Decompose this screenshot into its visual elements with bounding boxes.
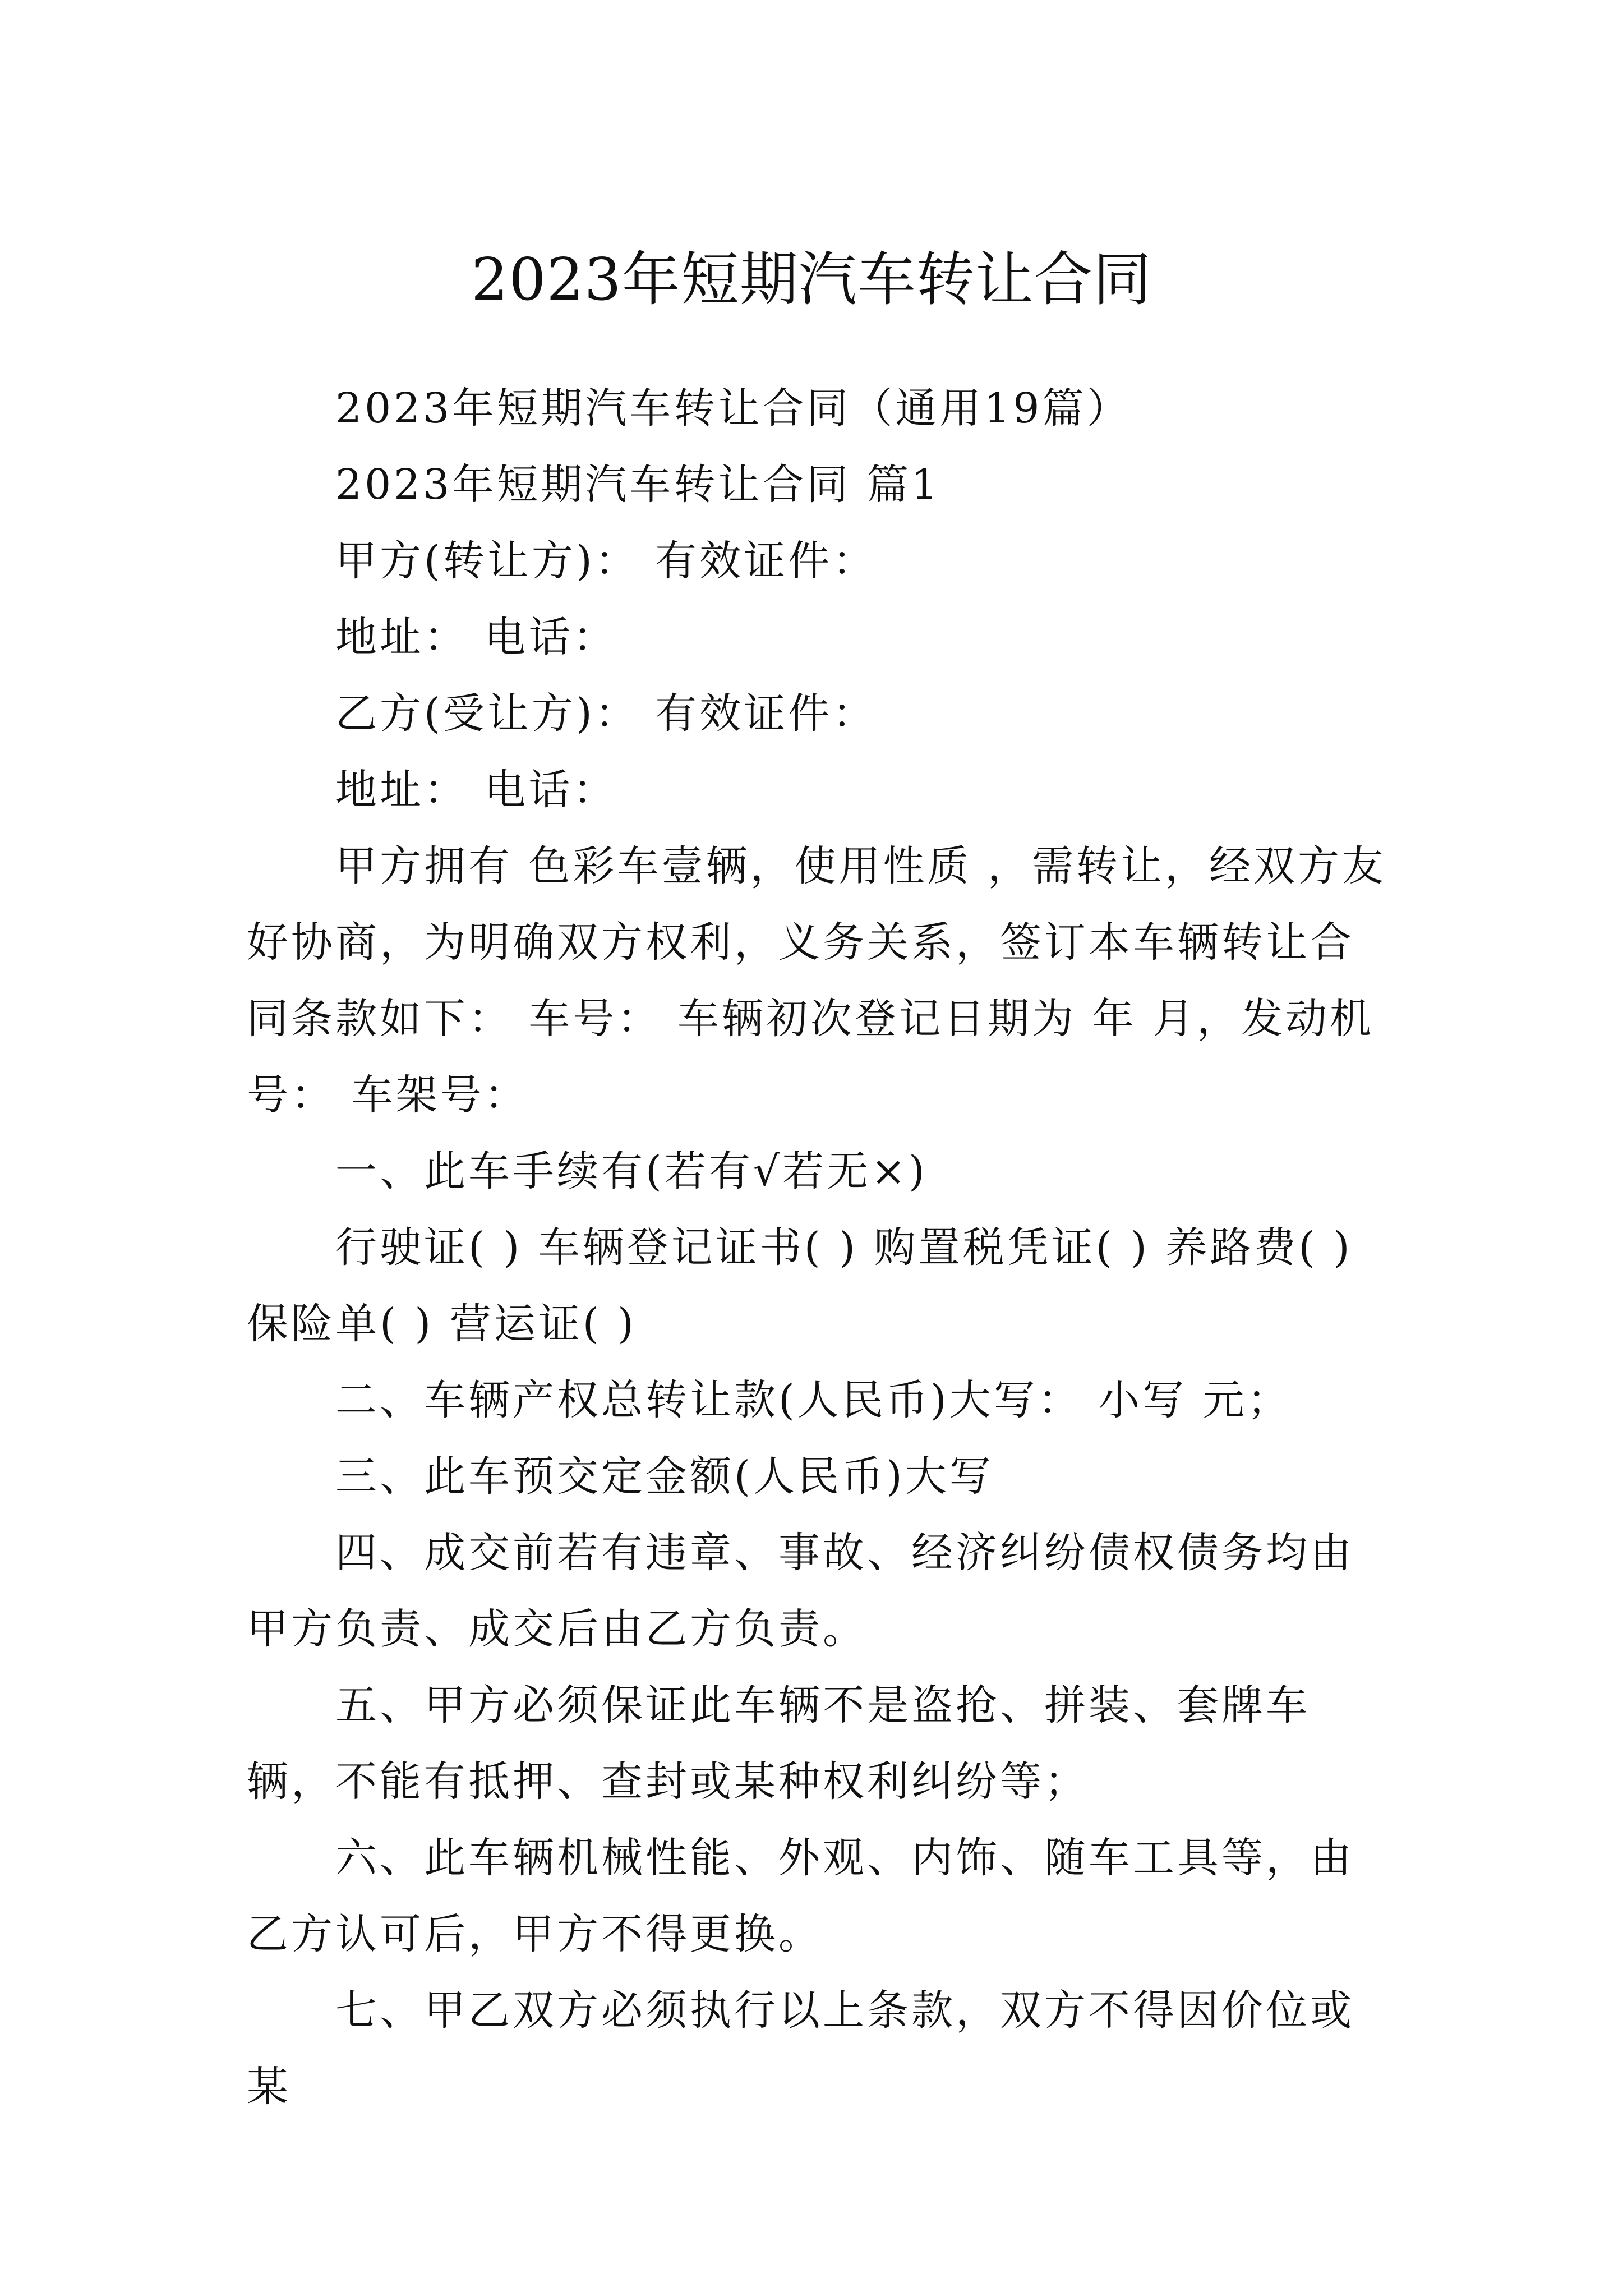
paragraph-party-a-address: 地址： 电话： — [335, 613, 617, 661]
paragraph-vehicle-intro: 甲方拥有 色彩车壹辆，使用性质 ，需转让，经双方友好协商，为明确双方权利，义务关系，签订本车辆转让合同条款如下： 车号： 车辆初次登记日期为 年 月，发动机号： 车架号： — [247, 842, 1387, 1119]
paragraph-party-b: 乙方(受让方)： 有效证件： — [335, 689, 877, 738]
paragraph-section-heading: 2023年短期汽车转让合同 篇1 — [335, 461, 940, 509]
paragraph-documents-list: 行驶证( ) 车辆登记证书( ) 购置税凭证( ) 养路费( )保险单( ) 营运证( ) — [247, 1223, 1353, 1348]
paragraph-subtitle: 2023年短期汽车转让合同（通用19篇） — [335, 384, 1131, 432]
paragraph-clause-5: 五、甲方必须保证此车辆不是盗抢、拼装、套牌车辆，不能有抵押、查封或某种权利纠纷等； — [247, 1681, 1310, 1806]
paragraph-clause-4: 四、成交前若有违章、事故、经济纠纷债权债务均由甲方负责、成交后由乙方负责。 — [247, 1529, 1354, 1653]
paragraph-party-b-address: 地址： 电话： — [335, 766, 617, 814]
paragraph-party-a: 甲方(转让方)： 有效证件： — [335, 537, 877, 585]
document-title: 2023年短期汽车转让合同 — [471, 245, 1152, 314]
paragraph-clause-3: 三、此车预交定金额(人民币)大写 — [335, 1452, 994, 1501]
paragraph-clause-2: 二、车辆产权总转让款(人民币)大写： 小写 元； — [335, 1376, 1292, 1424]
paragraph-clause-1: 一、此车手续有(若有√若无×) — [335, 1147, 928, 1195]
paragraph-clause-7: 七、甲乙双方必须执行以上条款，双方不得因价位或某 — [247, 1986, 1354, 2111]
paragraph-clause-6: 六、此车辆机械性能、外观、内饰、随车工具等，由乙方认可后，甲方不得更换。 — [247, 1834, 1354, 1958]
document-body — [247, 370, 1395, 2125]
